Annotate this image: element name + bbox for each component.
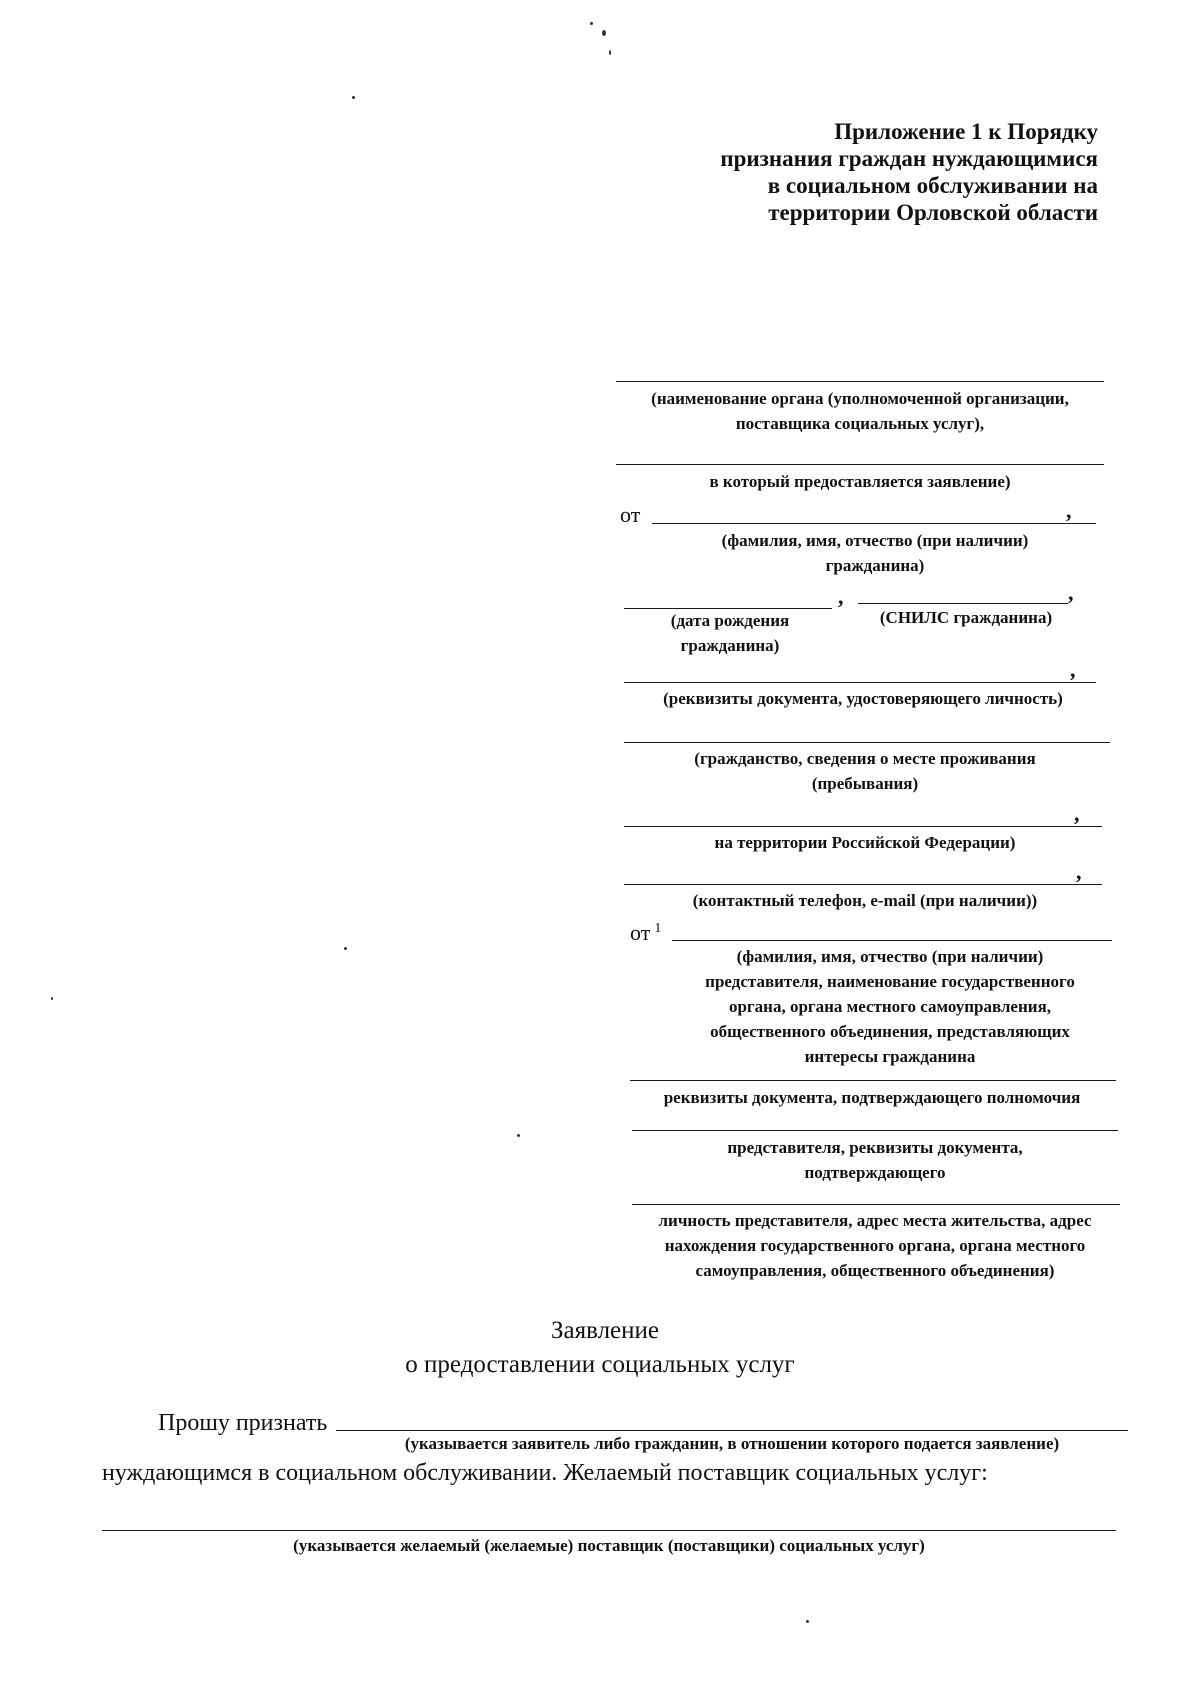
from-representative-label: от $^1$ [630, 920, 662, 945]
scan-speck [806, 1620, 809, 1623]
organ-name-line-2[interactable] [616, 464, 1104, 465]
provider-caption: (указывается желаемый (желаемые) поставщик (поставщики) социальных услуг) [293, 1536, 925, 1555]
applicant-fio-caption: (фамилия, имя, отчество (при наличии) гражданина) [721, 531, 1029, 575]
representative-doc-caption-2: представителя, реквизиты документа, подтверждающего [727, 1138, 1023, 1182]
organ-caption-end: в который предоставляется заявление) [709, 472, 1011, 491]
comma: , [1074, 801, 1080, 826]
title-line: Заявление [550, 1317, 660, 1344]
comma: , [1070, 657, 1076, 682]
id-document-line[interactable] [624, 682, 1096, 683]
contact-caption: (контактный телефон, e-mail (при наличии)) [692, 891, 1038, 910]
scan-speck [344, 947, 347, 950]
document-title [0, 1314, 1200, 1382]
organ-caption: (наименование органа (уполномоченной организации, поставщика социальных услуг), [651, 389, 1069, 433]
representative-fio-line[interactable] [672, 940, 1112, 941]
comma: , [1068, 580, 1074, 605]
snils-caption: (СНИЛС гражданина) [879, 608, 1053, 627]
applicant-caption: (указывается заявитель либо гражданин, в отношении которого подается заявление) [404, 1434, 1060, 1453]
scan-speck [352, 96, 355, 99]
representative-caption: (фамилия, имя, отчество (при наличии) представителя, наименование государственного органа, органа местного самоуправления, общественного объединения, представляющих интересы гражданина [705, 947, 1075, 1066]
comma: , [838, 584, 844, 609]
scan-speck [602, 30, 606, 36]
organ-name-line[interactable] [616, 381, 1104, 382]
applicant-fio-line[interactable] [652, 523, 1096, 524]
appendix-header-line: территории Орловской области [768, 200, 1098, 225]
from-label: от [620, 502, 641, 527]
representative-doc-line[interactable] [630, 1080, 1116, 1081]
provider-line[interactable] [102, 1530, 1116, 1531]
citizenship-line[interactable] [624, 742, 1110, 743]
residence-caption: на территории Российской Федерации) [714, 833, 1016, 852]
contact-line[interactable] [624, 884, 1102, 885]
scan-speck [51, 997, 53, 1000]
citizenship-caption: (гражданство, сведения о месте проживания (пребывания) [694, 749, 1036, 793]
appendix-header-line: признания граждан нуждающимися [720, 146, 1098, 171]
applicant-line[interactable] [336, 1430, 1128, 1431]
id-document-caption: (реквизиты документа, удостоверяющего личность) [663, 689, 1063, 708]
scan-speck [609, 50, 611, 55]
birth-date-caption: (дата рождения гражданина) [670, 611, 790, 655]
appendix-header [678, 118, 1098, 226]
comma: , [1076, 859, 1082, 884]
residence-line[interactable] [624, 826, 1102, 827]
comma: , [1066, 498, 1072, 523]
representative-identity-caption: личность представителя, адрес места жительства, адрес нахождения государственного органа, органа местного самоуправления, общественного объединения) [658, 1211, 1092, 1280]
representative-identity-line[interactable] [632, 1204, 1120, 1205]
appendix-header-line: в социальном обслуживании на [767, 173, 1098, 198]
title-subline: о предоставлении социальных услуг [405, 1351, 795, 1378]
scan-speck [517, 1134, 520, 1137]
appendix-header-line: Приложение 1 к Порядку [834, 119, 1098, 144]
representative-doc-line-2[interactable] [632, 1130, 1118, 1131]
body-text-line: нуждающимся в социальном обслуживании. Желаемый поставщик социальных услуг: [102, 1460, 988, 1486]
snils-line[interactable] [858, 603, 1068, 604]
representative-doc-caption: реквизиты документа, подтверждающего полномочия [663, 1088, 1081, 1107]
scan-speck [590, 22, 593, 25]
request-label: Прошу признать [158, 1410, 328, 1436]
